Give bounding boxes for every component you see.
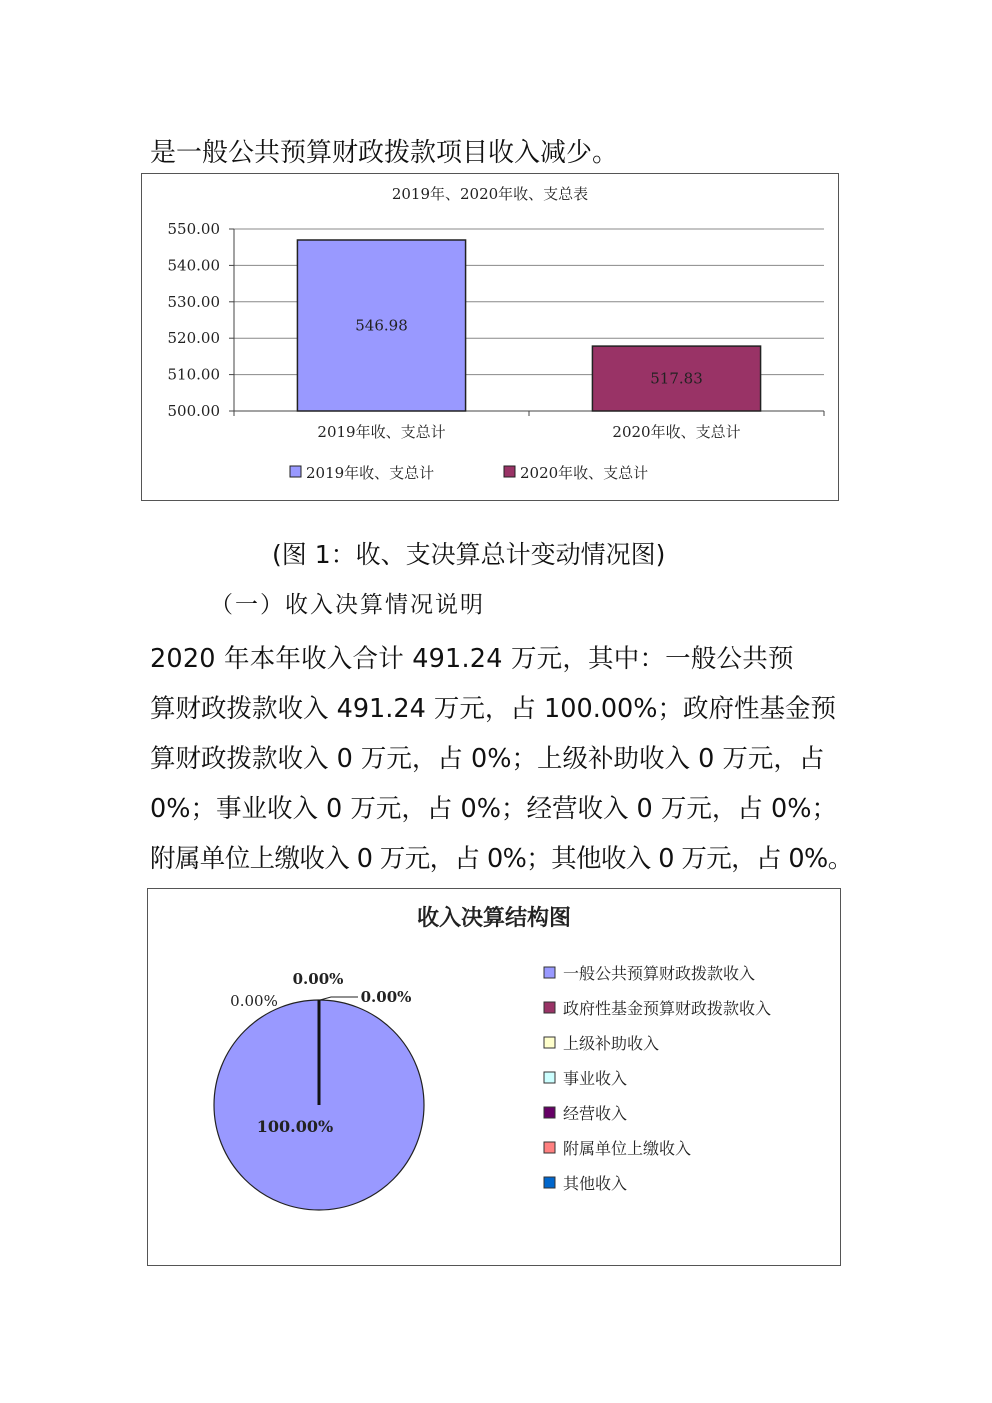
legend-label: 2020年收、支总计 bbox=[520, 464, 649, 482]
legend-label: 事业收入 bbox=[563, 1069, 628, 1088]
bar-chart bbox=[142, 174, 838, 500]
legend-label: 一般公共预算财政拨款收入 bbox=[563, 964, 756, 983]
body-line: 附属单位上缴收入 0 万元，占 0%；其他收入 0 万元，占 0%。 bbox=[150, 844, 853, 874]
section-heading: （一）收入决算情况说明 bbox=[210, 592, 485, 618]
legend-swatch bbox=[544, 1002, 555, 1013]
legend-swatch bbox=[544, 1107, 555, 1118]
legend-swatch bbox=[544, 1177, 555, 1188]
y-tick-label: 510.00 bbox=[167, 365, 220, 384]
x-category-label: 2020年收、支总计 bbox=[612, 423, 741, 441]
legend-label: 附属单位上缴收入 bbox=[563, 1139, 692, 1158]
legend-swatch bbox=[504, 466, 515, 477]
legend-swatch bbox=[544, 1037, 555, 1048]
y-tick-label: 500.00 bbox=[167, 402, 220, 420]
y-tick-label: 520.00 bbox=[167, 329, 220, 348]
pie-leader-line bbox=[320, 997, 358, 1000]
body-line: 2020 年本年收入合计 491.24 万元，其中：一般公共预 bbox=[150, 644, 794, 674]
legend-label: 其他收入 bbox=[563, 1174, 628, 1193]
intro-line: 是一般公共预算财政拨款项目收入减少。 bbox=[150, 138, 619, 168]
bar-chart-frame bbox=[141, 173, 839, 501]
pie-slice-label: 0.00% bbox=[360, 988, 412, 1006]
bar-value-label: 517.83 bbox=[650, 369, 703, 388]
body-line: 算财政拨款收入 491.24 万元，占 100.00%；政府性基金预 bbox=[150, 694, 836, 724]
x-category-label: 2019年收、支总计 bbox=[317, 423, 446, 441]
legend-swatch bbox=[544, 1072, 555, 1083]
legend-swatch bbox=[544, 1142, 555, 1153]
bar-chart-title: 2019年、2020年收、支总表 bbox=[391, 185, 589, 203]
pie-chart bbox=[148, 889, 840, 1265]
y-tick-label: 550.00 bbox=[167, 220, 220, 238]
legend-label: 经营收入 bbox=[563, 1104, 628, 1123]
legend-label: 上级补助收入 bbox=[563, 1034, 660, 1053]
y-tick-label: 540.00 bbox=[167, 256, 220, 275]
legend-label: 2019年收、支总计 bbox=[306, 464, 435, 482]
legend-swatch bbox=[290, 466, 301, 477]
pie-slice-label: 100.00% bbox=[256, 1117, 334, 1136]
legend-swatch bbox=[544, 967, 555, 978]
pie-chart-title: 收入决算结构图 bbox=[416, 905, 572, 931]
pie-slice-label: 0.00% bbox=[292, 970, 344, 988]
pie-slice-label: 0.00% bbox=[230, 992, 278, 1010]
y-tick-label: 530.00 bbox=[167, 292, 220, 311]
figure-caption: (图 1：收、支决算总计变动情况图) bbox=[272, 540, 666, 569]
body-line: 算财政拨款收入 0 万元，占 0%；上级补助收入 0 万元，占 bbox=[150, 744, 825, 774]
bar-value-label: 546.98 bbox=[355, 316, 408, 335]
pie-chart-frame bbox=[147, 888, 841, 1266]
legend-label: 政府性基金预算财政拨款收入 bbox=[563, 999, 772, 1018]
body-paragraph bbox=[150, 634, 853, 884]
body-line: 0%；事业收入 0 万元，占 0%；经营收入 0 万元，占 0%； bbox=[150, 794, 837, 824]
